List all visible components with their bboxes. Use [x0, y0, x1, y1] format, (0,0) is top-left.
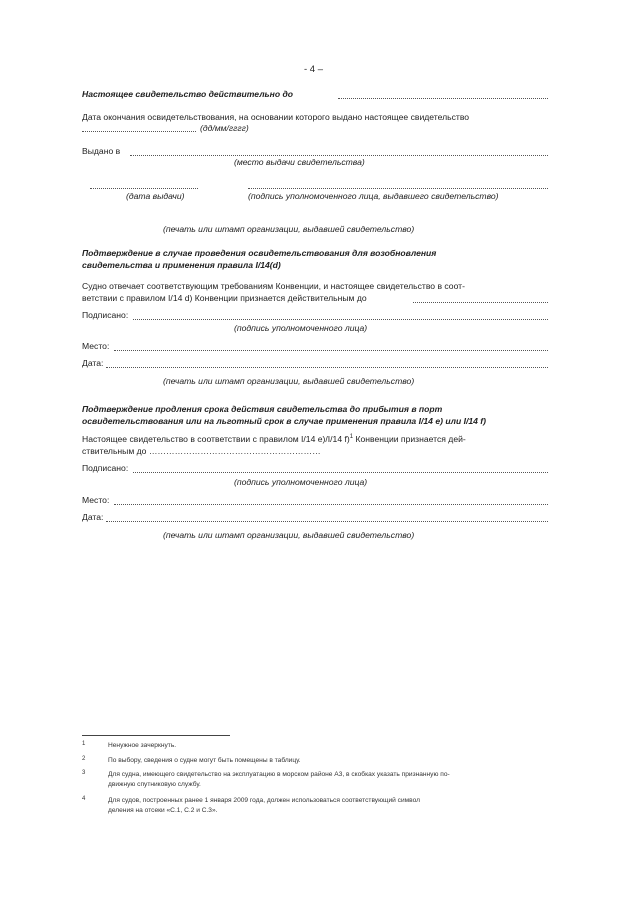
section1-signed-field[interactable] [133, 319, 548, 320]
section1-date-label: Дата: [82, 358, 104, 368]
place-caption: (место выдачи свидетельства) [234, 157, 365, 167]
expiry-format: (дд/мм/гггг) [200, 123, 249, 133]
footnote-2-number: 2 [82, 756, 86, 762]
section2-place-label: Место: [82, 495, 110, 505]
footnote-4-number: 4 [82, 796, 86, 802]
footnote-3-number: 3 [82, 770, 86, 776]
section2-signature-caption: (подпись уполномоченного лица) [234, 477, 368, 487]
section1-valid-until-field[interactable] [413, 302, 548, 303]
section1-place-label: Место: [82, 341, 110, 351]
page-number: - 4 – [304, 64, 324, 75]
section2-date-field[interactable] [106, 521, 548, 522]
issuer-signature-field[interactable] [248, 188, 548, 189]
date-caption: (дата выдачи) [126, 191, 185, 201]
footnote-4-line1: Для судов, построенных ранее 1 января 2009 года, должен использоваться соответствующий символ [108, 797, 420, 804]
section2-signed-label: Подписано: [82, 463, 129, 473]
section2-body-line2: ствительным до …………………………………………………… [82, 446, 321, 456]
issue-date-field[interactable] [90, 188, 198, 189]
section1-body-line2: ветствии с правилом I/14 d) Конвенции признается действительным до [82, 293, 367, 303]
footnote-2-text: По выбору, сведения о судне могут быть помещены в таблицу. [108, 757, 301, 764]
section2-place-field[interactable] [114, 504, 548, 505]
section1-signature-caption: (подпись уполномоченного лица) [234, 323, 368, 333]
footnote-1-number: 1 [82, 741, 86, 747]
section1-place-field[interactable] [114, 350, 548, 351]
section1-title-line2: свидетельства и применения правила I/14(d) [82, 260, 281, 270]
section2-seal-caption: (печать или штамп организации, выдавшей свидетельство) [163, 530, 415, 540]
footnote-separator [82, 735, 230, 736]
section1-date-field[interactable] [106, 367, 548, 368]
section2-body-line1: Настоящее свидетельство в соответствии с правилом I/14 e)/I/14 f)$^1$ Конвенции признается дей- [82, 434, 466, 444]
issued-label: Выдано в [82, 146, 121, 156]
expiry-text: Дата окончания освидетельствования, на основании которого выдано настоящее свидетельство [82, 112, 470, 122]
footnote-3-line1: Для судна, имеющего свидетельство на эксплуатацию в морском районе А3, в скобках указать признанную по- [108, 771, 450, 778]
section2-signed-field[interactable] [133, 472, 548, 473]
section1-signed-label: Подписано: [82, 310, 129, 320]
footnote-1-text: Ненужное зачеркнуть. [108, 742, 177, 749]
section2-title-line1: Подтверждение продления срока действия свидетельства до прибытия в порт [82, 404, 443, 414]
issued-place-field[interactable] [130, 155, 548, 156]
validity-label: Настоящее свидетельство действительно до [82, 89, 294, 99]
section1-body-line1: Судно отвечает соответствующим требованиям Конвенции, и настоящее свидетельство в соот- [82, 281, 465, 291]
section1-seal-caption: (печать или штамп организации, выдавшей свидетельство) [163, 376, 415, 386]
footnote-3-line2: движную спутниковую службу. [108, 781, 201, 788]
signature-caption: (подпись уполномоченного лица, выдавшего свидетельство) [248, 191, 499, 201]
footnote-4-line2: деления на отсеки «С.1, С.2 и С.3». [108, 807, 218, 814]
validity-date-field[interactable] [338, 98, 548, 99]
section2-date-label: Дата: [82, 512, 104, 522]
section1-title-line1: Подтверждение в случае проведения освидетельствования для возобновления [82, 248, 437, 258]
section2-title-line2: освидетельствования или на льготный срок в случае применения правила I/14 e) или I/14 f) [82, 416, 487, 426]
expiry-date-field[interactable] [82, 131, 196, 132]
seal-caption: (печать или штамп организации, выдавшей свидетельство) [163, 224, 415, 234]
